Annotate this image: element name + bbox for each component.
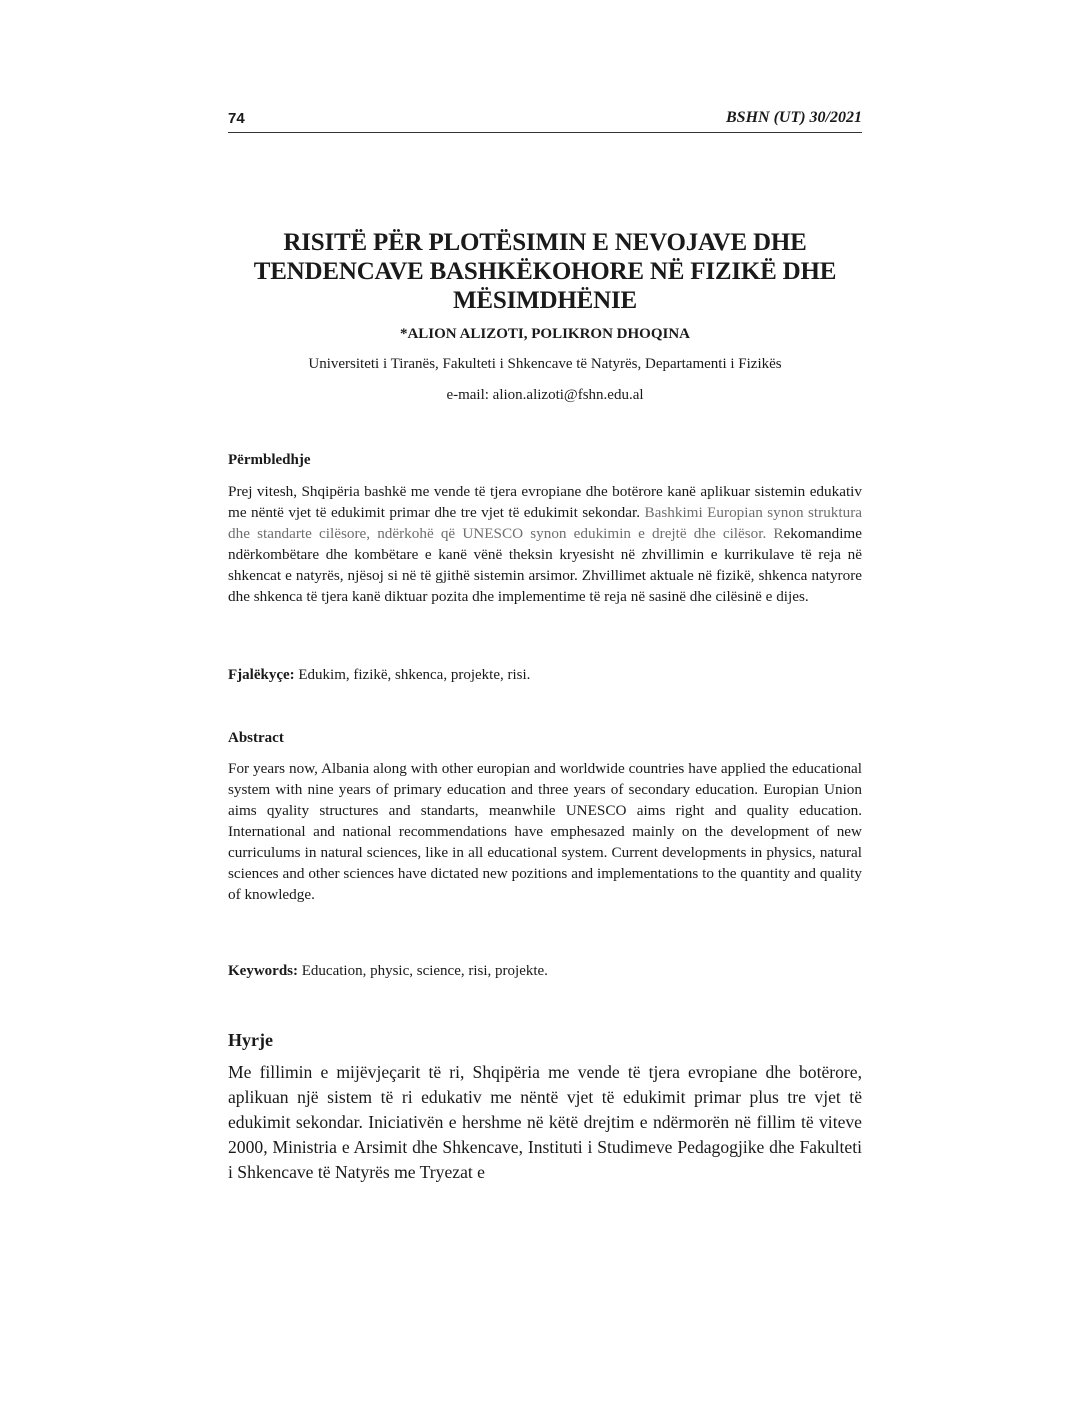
permbledhje-heading: Përmbledhje xyxy=(228,452,311,468)
keywords xyxy=(228,963,862,980)
keywords-label: Keywords: xyxy=(228,963,298,979)
keywords-text: Education, physic, science, risi, projekte. xyxy=(301,963,548,979)
page-number: 74 xyxy=(228,110,245,127)
journal-reference: BSHN (UT) 30/2021 xyxy=(726,109,862,126)
hyrje-heading: Hyrje xyxy=(228,1030,273,1050)
abstract-heading: Abstract xyxy=(228,730,284,746)
fjalekyce-text: Edukim, fizikë, shkenca, projekte, risi. xyxy=(298,667,531,683)
permbledhje-text-part-2: Bashkimi Europian synon struktura dhe standarte cilësore, ndërkohë që UNESCO synon edukimin e drejtë dhe cilësor. R xyxy=(228,504,862,542)
permbledhje-text-part-3: ekomandime ndërkombëtare dhe kombëtare e kanë vënë theksin kryesisht në zhvillimin e kurrikulave të reja në shkencat e natyrës, njësoj si në të gjithë sistemin arsimor. Zhvillimet aktuale në fizikë, shkenca natyrore dhe shkenca të tjera kanë diktuar pozita dhe implementime të reja në sasinë dhe cilësinë e dijes. xyxy=(228,525,862,605)
hyrje-text: Me fillimin e mijëvjeçarit të ri, Shqipëria me vende të tjera evropiane dhe botërore, aplikuan një sistem të ri edukativ me nëntë vjet të edukimit primar plus tre vjet të edukimit sekondar. Iniciativën e hershme në këtë drejtim e ndërmorën në fillim të viteve 2000, Ministria e Arsimit dhe Shkencave, Instituti i Studimeve Pedagogjike dhe Fakulteti i Shkencave të Natyrës me Tryezat e xyxy=(228,1062,862,1182)
permbledhje-text xyxy=(228,481,862,607)
fjalekyce xyxy=(228,667,862,684)
permbledhje-text-part-1: Prej vitesh, Shqipëria bashkë me vende të tjera evropiane dhe botërore kanë aplikuar sistemin edukativ me nëntë vjet të edukimit primar dhe tre vjet të edukimit sekondar. xyxy=(228,483,862,521)
authors: *ALION ALIZOTI, POLIKRON DHOQINA xyxy=(399,326,691,342)
paper-title: RISITË PËR PLOTËSIMIN E NEVOJAVE DHE TENDENCAVE BASHKËKOHORE NË FIZIKË DHE MËSIMDHËNIE xyxy=(253,229,837,314)
abstract-text: For years now, Albania along with other europian and worldwide countries have applied the educational system with nine years of primary education and three years of secondary education. Europian Union aims qyality structures and standarts, meanwhile UNESCO aims right and quality education. International and national recommendations have emphesazed mainly on the development of new curriculums in natural sciences, like in all educational system. Current developments in physics, natural sciences and other sciences have dictated new pozitions and implementations to the quantity and quality of knowledge. xyxy=(228,760,862,903)
fjalekyce-label: Fjalëkyçe: xyxy=(228,667,295,683)
affiliation: Universiteti i Tiranës, Fakulteti i Shkencave të Natyrës, Departamenti i Fizikës xyxy=(308,356,782,372)
running-header xyxy=(228,106,862,133)
email: e-mail: alion.alizoti@fshn.edu.al xyxy=(446,387,644,403)
